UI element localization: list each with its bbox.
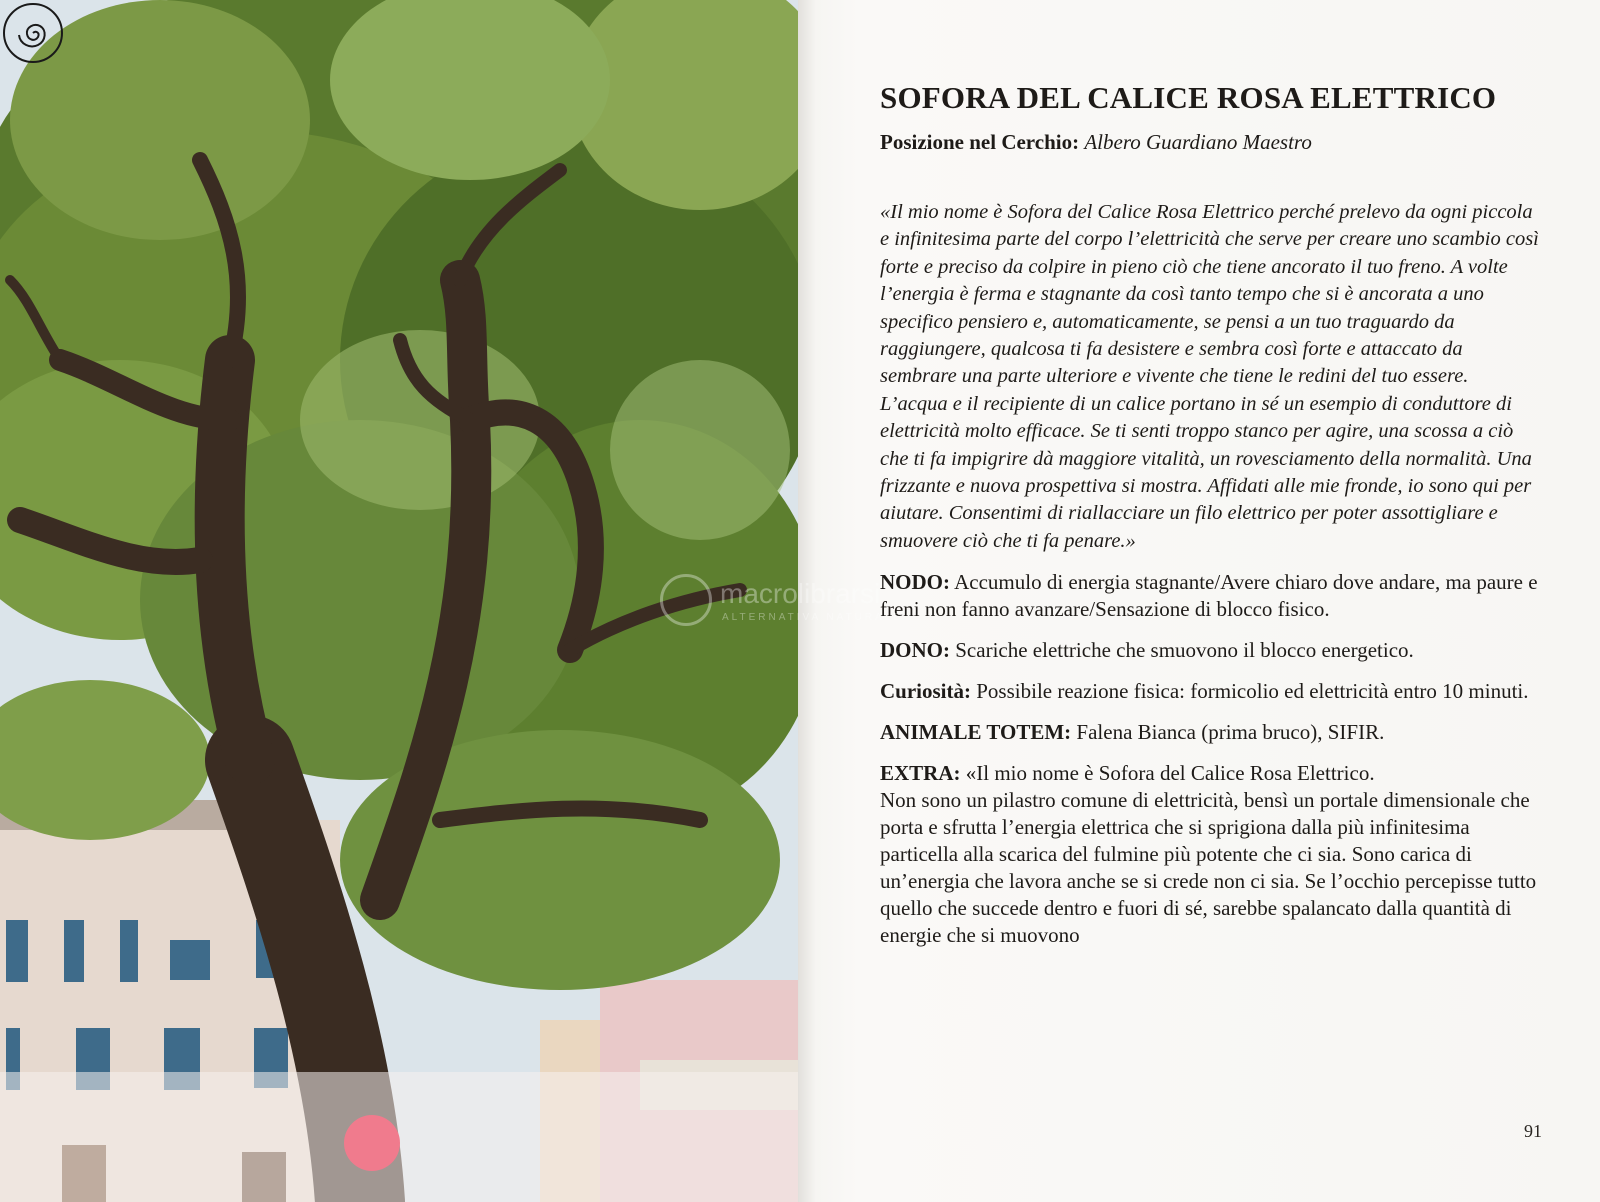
position-label: Posizione nel Cerchio:	[880, 130, 1080, 154]
extra-field	[880, 760, 1540, 949]
watermark-logo-icon	[660, 574, 712, 626]
entry-title: SOFORA DEL CALICE ROSA ELETTRICO	[880, 80, 1497, 115]
extra-text-2: Non sono un pilastro comune di elettricità, bensì un portale dimensionale che porta e sfrutta l’energia elettrica che si sprigiona dalla più infinitesima particella alla scarica del fulmine più potente che ci sia. Sono carica di un’energia che lavora anche se si crede non ci sia. Se l’occhio percepisse tutto quello che succede dentro e fuori di sé, sarebbe spalancato dalla quantità di energie che si muovono	[880, 788, 1537, 948]
nodo-field	[880, 569, 1540, 623]
watermark	[650, 570, 950, 630]
extra-text-1: «Il mio nome è Sofora del Calice Rosa Elettrico.	[965, 761, 1375, 786]
quote-paragraph-1: «Il mio nome è Sofora del Calice Rosa Elettrico perché prelevo da ogni piccola e infinitesima parte del corpo l’elettricità che serve per creare uno scambio così forte e preciso da colpire in pieno ciò che tiene ancorato il tuo freno. A volte l’energia è ferma e stagnante da così tanto tempo che si è ancorata a uno specifico pensiero e, automaticamente, se pensi a un tuo traguardo da raggiungere, qualcosa ti fa desistere e sembra così forte e attaccato da sembrare una parte ulteriore e vivente che tiene le redini del tuo essere.	[880, 201, 1539, 388]
animale-label: ANIMALE TOTEM:	[880, 720, 1072, 745]
watermark-brand: macrolibrarsi	[720, 578, 881, 609]
nodo-label: NODO:	[880, 570, 950, 595]
dono-field	[880, 637, 1540, 664]
entry-content	[880, 80, 1540, 963]
curiosita-field	[880, 678, 1540, 705]
curiosita-label: Curiosità:	[880, 679, 971, 704]
pink-circle-icon	[344, 1115, 400, 1171]
animale-totem-field	[880, 719, 1540, 746]
dono-text: Scariche elettriche che smuovono il blocco energetico.	[955, 638, 1414, 663]
watermark-tagline: ALTERNATIVA NATURALE	[722, 612, 903, 623]
circle-position	[880, 130, 1540, 155]
animale-text: Falena Bianca (prima bruco), SIFIR.	[1076, 720, 1385, 745]
nodo-text: Accumulo di energia stagnante/Avere chiaro dove andare, ma paure e freni non fanno avanzare/Sensazione di blocco fisico.	[880, 570, 1538, 622]
position-value: Albero Guardiano Maestro	[1084, 130, 1312, 154]
curiosita-text: Possibile reazione fisica: formicolio ed elettricità entro 10 minuti.	[976, 679, 1529, 704]
extra-label: EXTRA:	[880, 761, 961, 786]
page-number: 91	[1524, 1121, 1542, 1141]
spiral-icon	[0, 0, 66, 66]
dono-label: DONO:	[880, 638, 950, 663]
tree-quote	[880, 199, 1540, 555]
quote-paragraph-2: L’acqua e il recipiente di un calice portano in sé un esempio di conduttore di elettricità molto efficace. Se ti senti troppo stanco per agire, una scossa a ciò che ti fa impigrire dà maggiore vitalità, un rovesciamento della normalità. Una frizzante e nuova prospettiva si mostra. Affidati alle mie fronde, io sono qui per aiutare. Consentimi di riallacciare un filo elettrico per poter assottigliare e smuovere ciò che ti fa penare.»	[880, 392, 1532, 552]
